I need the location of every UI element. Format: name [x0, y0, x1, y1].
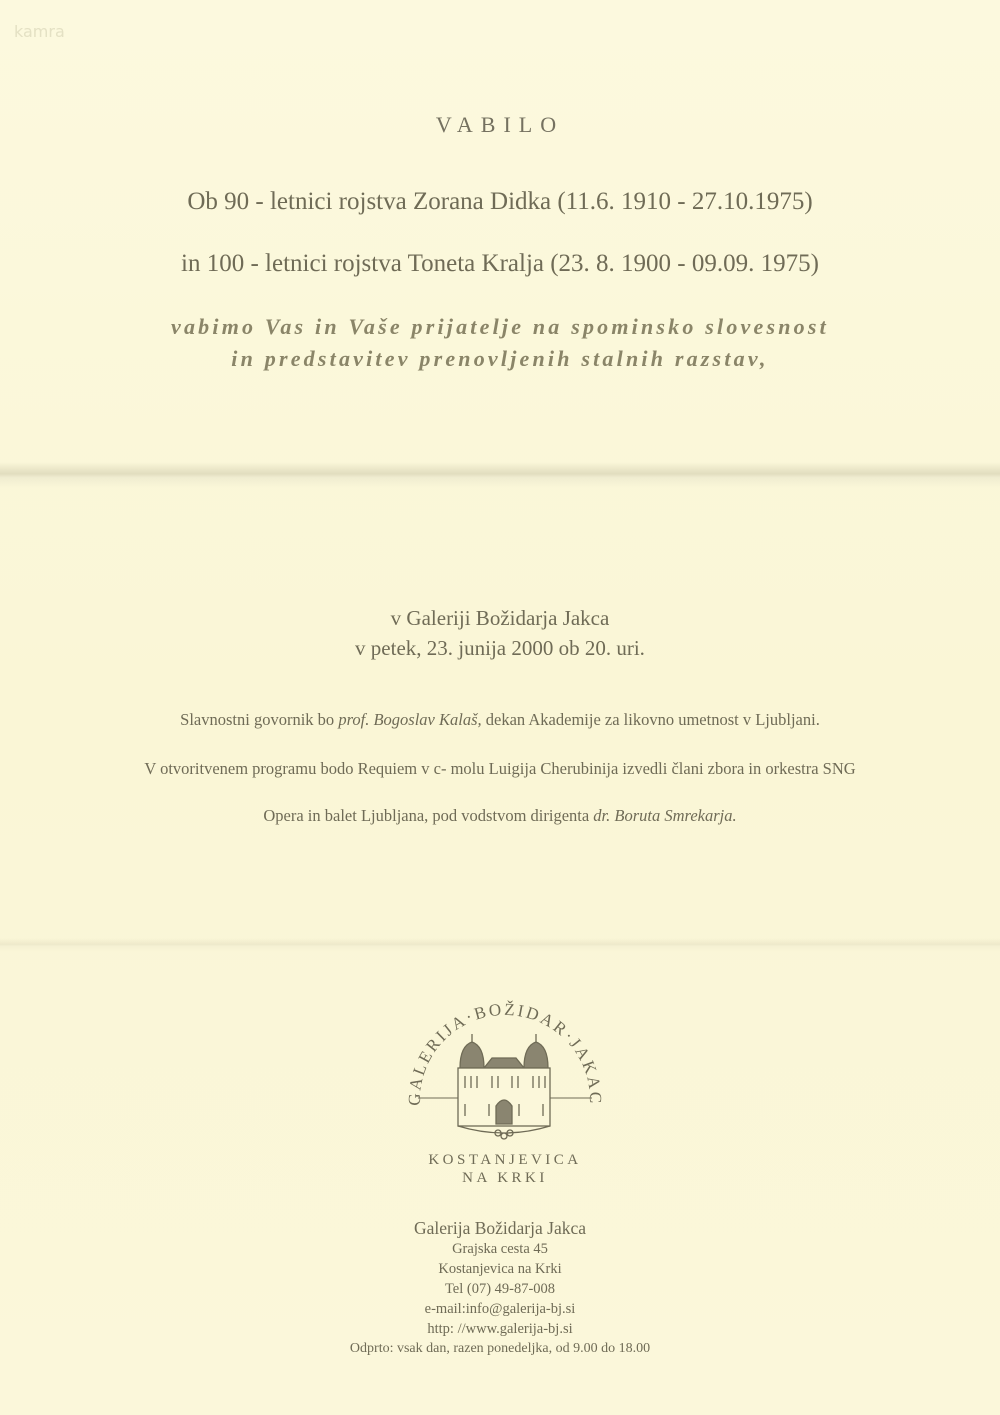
- address-web: http: //www.galerija-bj.si: [427, 1321, 573, 1337]
- address-street: Grajska cesta 45: [452, 1241, 548, 1257]
- opening-hours: Odprto: vsak dan, razen ponedeljka, od 9.00 do 18.00: [349, 1341, 651, 1356]
- speaker-suffix: dekan Akademije za likovno umetnost v Ljubljani.: [481, 710, 820, 729]
- invitation-title: VABILO: [435, 112, 565, 137]
- gallery-logo: [400, 990, 610, 1190]
- address-tel: Tel (07) 49-87-008: [444, 1281, 556, 1297]
- venue-date: v petek, 23. junija 2000 ob 20. uri.: [355, 636, 645, 660]
- paper-fold: [0, 462, 1000, 488]
- castle-icon: [458, 1034, 550, 1139]
- speaker-title: prof.: [338, 710, 370, 729]
- anniversary-line-didek: Ob 90 - letnici rojstva Zorana Didka (11.6. 1910 - 27.10.1975): [187, 188, 813, 215]
- program-paragraph: V otvoritvenem programu bodo Requiem v c- molu Luigija Cherubinija izvedli člani zbora in orkestra SNG: [144, 759, 856, 778]
- address-name: Galerija Božidarja Jakca: [414, 1218, 586, 1238]
- venue-place: v Galeriji Božidarja Jakca: [390, 606, 610, 630]
- watermark-text: kamra: [14, 22, 65, 41]
- address-city: Kostanjevica na Krki: [438, 1261, 562, 1277]
- conductor-name: Boruta Smrekarja.: [610, 806, 737, 825]
- invitation-italic-line-1: vabimo Vas in Vaše prijatelje na spominsko slovesnost: [171, 314, 829, 339]
- logo-arc-text: GALERIJA·BOŽIDAR·JAKAC: [404, 999, 606, 1106]
- invitation-italic-line-2: in predstavitev prenovljenih stalnih razstav,: [231, 346, 769, 371]
- logo-place-line-2: NA KRKI: [462, 1170, 548, 1186]
- anniversary-line-kralj: in 100 - letnici rojstva Toneta Kralja (23. 8. 1900 - 09.09. 1975): [181, 250, 819, 277]
- speaker-paragraph: [0, 710, 1000, 730]
- address-email: e-mail:info@galerija-bj.si: [424, 1301, 576, 1317]
- conductor-prefix: Opera in balet Ljubljana, pod vodstvom dirigenta: [263, 806, 594, 825]
- speaker-name: Bogoslav Kalaš,: [369, 710, 482, 729]
- logo-place-line-1: KOSTANJEVICA: [428, 1152, 582, 1168]
- conductor-title: dr.: [593, 806, 611, 825]
- speaker-prefix: Slavnostni govornik bo: [180, 710, 339, 729]
- paper-fold-lower: [0, 938, 1000, 952]
- conductor-paragraph: [0, 806, 1000, 826]
